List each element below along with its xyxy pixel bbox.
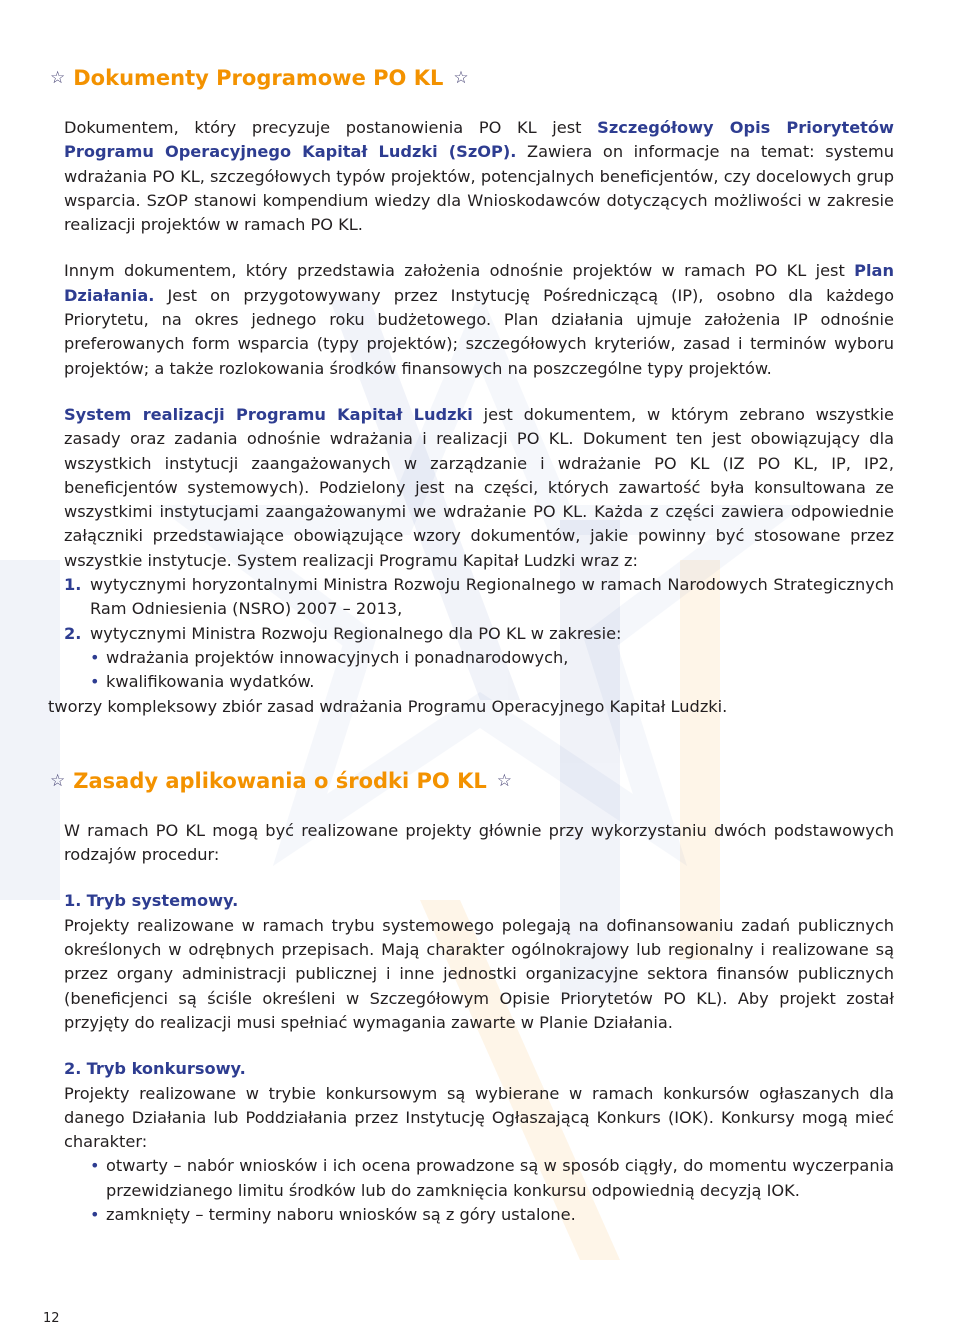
- document-name-plan: Plan Działania.: [64, 261, 894, 305]
- paragraph-intro: W ramach PO KL mogą być realizowane projekty głównie przy wykorzystaniu dwóch podstawowych rodzajów procedur:: [64, 820, 894, 865]
- page-content: [48, 60, 894, 1227]
- bullet-icon: •: [90, 672, 100, 692]
- paragraph-system-realizacji: [48, 403, 894, 573]
- list-item: [90, 670, 894, 694]
- bullet-icon: •: [90, 647, 100, 667]
- list-number: 2.: [64, 1059, 82, 1079]
- list-item: [64, 573, 894, 622]
- list-text: otwarty – nabór wniosków i ich ocena prowadzone są w sposób ciągły, do momentu wyczerpania przewidzianego limitu środków lub do zamknięcia konkursu odpowiednią decyzją IOK.: [106, 1156, 894, 1200]
- subheading-tryb-systemowy: [48, 889, 894, 913]
- bullet-list: [48, 1154, 894, 1227]
- section-heading-dokumenty: [48, 66, 894, 90]
- star-icon: ☆: [496, 770, 512, 791]
- text-run: Dokumentem, który precyzuje postanowienia PO KL jest: [64, 118, 598, 137]
- list-number: 1.: [64, 575, 82, 595]
- text-run: jest dokumentem, w którym zebrano wszystkie zasady oraz zadania odnośnie wdrażania i realizacji PO KL. Dokument ten jest obowiązujący dla wszystkich instytucji zaangażowanych w zarządzanie i wdrażanie PO KL (IZ PO KL, IP, IP2, beneficjentów systemowych). Podzielony jest na części, których zawartość była konsultowana ze wszystkimi instytucjami zaangażowanymi we wdrażanie PO KL. Każda z części zawiera odpowiednie załączniki przedstawiające obowiązujące wzory dokumentów, jakie powinny być stosowane przez wszystkie instytucje. System realizacji Programu Kapitał Ludzki wraz z:: [64, 404, 894, 570]
- list-text: wytycznymi Ministra Rozwoju Regionalnego dla PO KL w zakresie:: [90, 623, 622, 643]
- list-item: [90, 1154, 894, 1203]
- star-icon: ☆: [50, 770, 66, 791]
- section-title: Dokumenty Programowe PO KL: [73, 66, 444, 90]
- list-text: wytycznymi horyzontalnymi Ministra Rozwoju Regionalnego w ramach Narodowych Strategicznych Ram Odniesienia (NSRO) 2007 – 2013,: [90, 575, 894, 619]
- paragraph-closing: tworzy kompleksowy zbiór zasad wdrażania Programu Operacyjnego Kapitał Ludzki.: [48, 696, 728, 716]
- text-run: Innym dokumentem, który przedstawia założenia odnośnie projektów w ramach PO KL jest: [64, 261, 855, 281]
- subheading-label: Tryb konkursowy.: [86, 1059, 246, 1079]
- text-run: Jest on przygotowywany przez Instytucję Pośredniczącą (IP), osobno dla każdego Priorytetu, na okres jednego roku budżetowego. Plan działania ujmuje założenia IP odnośnie preferowanych form wsparcia (typy projektów); szczegółowych kryteriów, zasad i terminów wyboru projektów; a także rozlokowania środków finansowych na poszczególne typy projektów.: [64, 285, 894, 378]
- list-item: [90, 1203, 894, 1227]
- section-title: Zasady aplikowania o środki PO KL: [73, 768, 487, 793]
- document-name-szop: Szczegółowy Opis Priorytetów Programu Operacyjnego Kapitał Ludzki (SzOP).: [64, 118, 894, 162]
- list-item: [90, 646, 894, 670]
- document-name-system: System realizacji Programu Kapitał Ludzki: [64, 404, 473, 424]
- paragraph-tryb-konkursowy: Projekty realizowane w trybie konkursowym są wybierane w ramach konkursów ogłaszanych dla danego Działania lub Poddziałania przez Instytucję Ogłaszającą Konkurs (IOK). Konkursy mogą mieć charakter:: [64, 1083, 894, 1152]
- list-text: kwalifikowania wydatków.: [106, 672, 315, 692]
- subheading-tryb-konkursowy: [48, 1057, 894, 1081]
- section-heading-zasady: [48, 769, 894, 793]
- star-icon: ☆: [50, 68, 66, 88]
- bullet-icon: •: [90, 1204, 100, 1224]
- paragraph-plan-dzialania: [48, 259, 894, 380]
- text-run: Zawiera on informacje na temat: systemu wdrażania PO KL, szczegółowych typów projektów, potencjalnych beneficjentów, czy docelowych grup wsparcia. SzOP stanowi kompendium wiedzy dla Wnioskodawców dotyczących możliwości w zakresie realizacji projektów w ramach PO KL.: [64, 142, 894, 235]
- bullet-icon: •: [90, 1156, 100, 1176]
- paragraph-tryb-systemowy: Projekty realizowane w ramach trybu systemowego polegają na dofinansowaniu zadań publicznych określonych w odrębnych przepisach. Mają charakter ogólnokrajowy lub regionalny i realizowane są przez organy administracji publicznej i inne jednostki organizacyjne sektora finansów publicznych (beneficjenci są ściśle określeni w Szczegółowym Opisie Priorytetów PO KL). Aby projekt został przyjęty do realizacji musi spełniać wymagania zawarte w Planie Działania.: [64, 915, 894, 1032]
- numbered-list: [48, 573, 894, 646]
- paragraph-szop: [48, 116, 894, 237]
- subheading-label: Tryb systemowy.: [86, 891, 239, 911]
- star-icon: ☆: [453, 68, 469, 88]
- page-number: 12: [43, 1311, 60, 1326]
- list-text: zamknięty – terminy naboru wniosków są z góry ustalone.: [106, 1204, 576, 1224]
- list-number: 2.: [64, 623, 82, 643]
- list-number: 1.: [64, 891, 82, 911]
- list-item: [64, 622, 894, 646]
- bullet-list: [48, 646, 894, 695]
- list-text: wdrażania projektów innowacyjnych i ponadnarodowych,: [106, 647, 569, 667]
